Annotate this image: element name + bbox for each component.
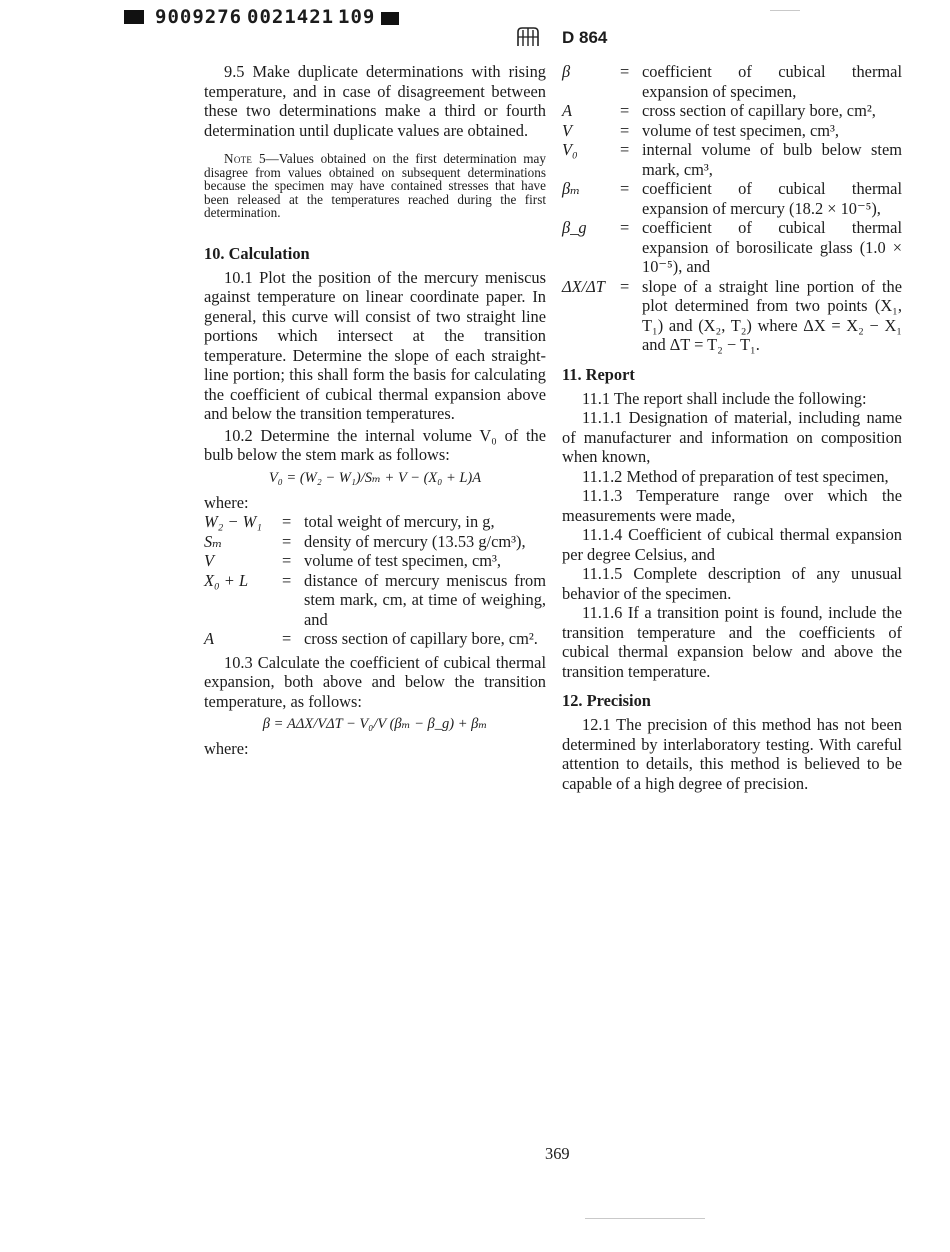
section-12-1-paragraph: 12.1 The precision of this method has not been determined by interlaboratory testing. With careful attention to details, this method is believed to be capable of a high degree of precision.: [562, 715, 902, 793]
definition-item: X₀ + L = distance of mercury meniscus from stem mark, cm, at time of weighing, and: [204, 570, 546, 629]
section-11-1-1-paragraph: 11.1.1 Designation of material, including name of manufacturer and information on composition when known,: [562, 408, 902, 466]
left-column: [204, 62, 546, 759]
barcode-number-2: 0021421: [247, 6, 335, 28]
definition-item: β = coefficient of cubical thermal expansion of specimen,: [562, 62, 902, 101]
definition-item: W₂ − W₁ = total weight of mercury, in g,: [204, 512, 495, 532]
barcode-number-3: 109: [338, 6, 376, 28]
header-block-left: [124, 10, 144, 24]
note-text: 5—Values obtained on the first determination may disagree from values obtained on subsequent determinations because the specimen may have contained stresses that have been released at the temperatures reached during the first determination.: [204, 151, 547, 221]
section-11-1-paragraph: 11.1 The report shall include the following:: [582, 388, 867, 408]
section-10-2-paragraph: 10.2 Determine the internal volume V₀ of the bulb below the stem mark as follows:: [204, 425, 546, 465]
definitions-list-1: [204, 512, 546, 649]
definition-item: V₀ = internal volume of bulb below stem mark, cm³,: [562, 140, 902, 179]
where-label-1: where:: [204, 492, 249, 512]
definition-item: β_g = coefficient of cubical thermal expansion of borosilicate glass (1.0 × 10⁻⁵), and: [562, 218, 902, 276]
definitions-list-2: [562, 62, 902, 355]
definition-item: V = volume of test specimen, cm³,: [204, 551, 501, 571]
section-11-1-5-paragraph: 11.1.5 Complete description of any unusual behavior of the specimen.: [562, 564, 902, 603]
note-5: [204, 152, 546, 220]
header-block-right: [381, 12, 399, 25]
equation-v0: V₀ = (W₂ − W₁)/Sₘ + V − (X₀ + L)A: [268, 469, 482, 486]
definition-item: V = volume of test specimen, cm³,: [562, 120, 839, 140]
right-column: [562, 62, 902, 793]
section-9-5-paragraph: 9.5 Make duplicate determinations with rising temperature, and in case of disagreement between these two determinations make a third or fourth determination until duplicate values are obtained.: [204, 62, 546, 140]
definition-item: βₘ = coefficient of cubical thermal expansion of mercury (18.2 × 10⁻⁵),: [562, 179, 902, 218]
section-11-1-4-paragraph: 11.1.4 Coefficient of cubical thermal expansion per degree Celsius, and: [562, 525, 902, 564]
equation-beta: β = AΔX/VΔT − V₀/V (βₘ − β_g) + βₘ: [262, 716, 488, 733]
definition-item: ΔX/ΔT = slope of a straight line portion of the plot determined from two points (X₁, T₁) and (X₂, T₂) where ΔX = X₂ − X₁ and ΔT = T₂ − T₁.: [562, 276, 902, 354]
scan-artifact-line: [585, 1218, 705, 1219]
scan-artifact-line: [770, 10, 800, 11]
section-11-1-2-paragraph: 11.1.2 Method of preparation of test specimen,: [582, 466, 889, 486]
definition-item: Sₘ = density of mercury (13.53 g/cm³),: [204, 531, 526, 551]
astm-logo-icon: [515, 24, 541, 50]
section-11-heading: 11. Report: [562, 364, 635, 384]
section-12-heading: 12. Precision: [562, 691, 651, 710]
designation-label: D 864: [562, 28, 608, 47]
barcode-number-1: 9009276: [155, 6, 243, 28]
definition-item: A = cross section of capillary bore, cm²,: [562, 101, 876, 120]
section-11-1-3-paragraph: 11.1.3 Temperature range over which the measurements were made,: [562, 486, 902, 525]
where-label-2: where:: [204, 739, 249, 759]
section-10-1-paragraph: 10.1 Plot the position of the mercury meniscus against temperature on linear coordinate paper. In general, this curve will consist of two straight line portions which intersect at the transition temperature. Determine the slope of each straight-line portion; this shall form the basis for calculating the coefficient of cubical thermal expansion above and below the transition temperatures.: [204, 267, 546, 424]
note-label: Note: [224, 151, 253, 166]
section-11-1-6-paragraph: 11.1.6 If a transition point is found, include the transition temperature and the coefficients of cubical thermal expansion below and above the transition temperature.: [562, 603, 902, 681]
section-10-3-paragraph: 10.3 Calculate the coefficient of cubical thermal expansion, both above and below the transition temperature, as follows:: [204, 652, 546, 711]
section-10-heading: 10. Calculation: [204, 243, 310, 263]
page-number: 369: [545, 1144, 570, 1163]
definition-item: A = cross section of capillary bore, cm².: [204, 629, 538, 649]
